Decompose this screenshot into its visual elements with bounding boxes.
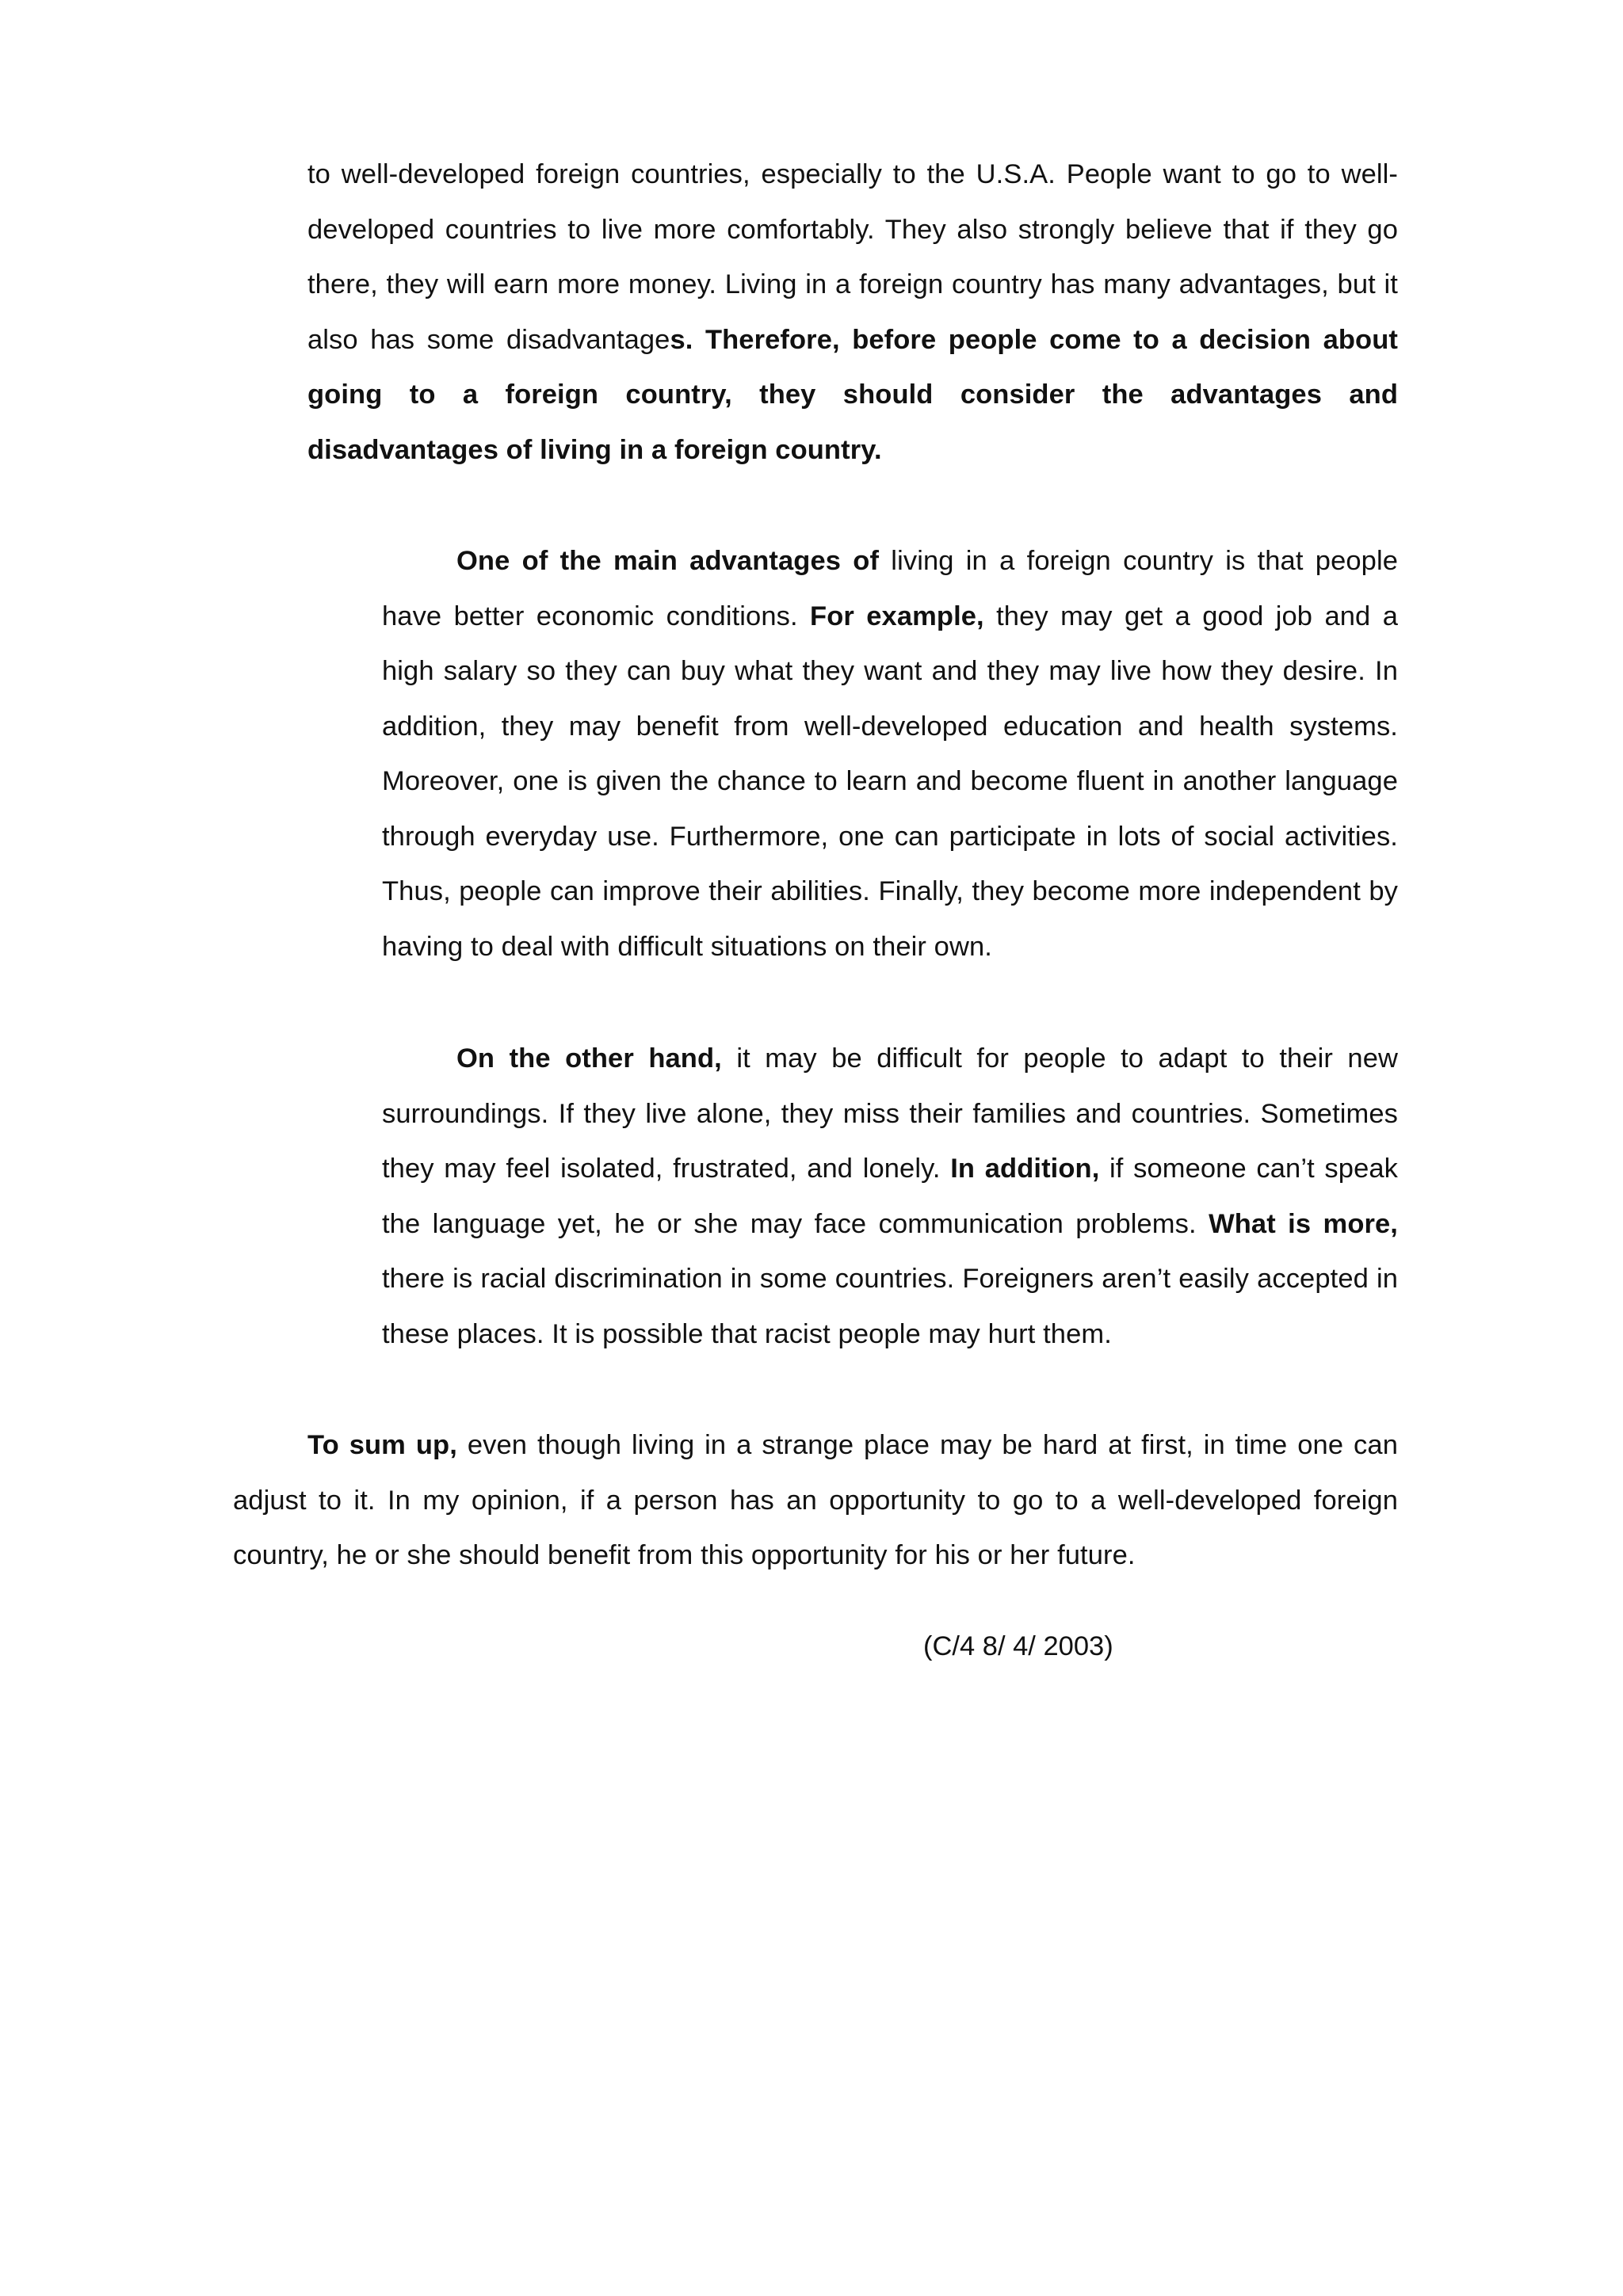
addition-transition: In addition,: [950, 1154, 1100, 1184]
advantages-text-1: living in a foreign country is that people have better economic conditions.: [382, 546, 1398, 631]
advantages-text-2: they may get a good job and a high salary so they can buy what they want and they may live how they desire. In addition, they may benefit from well-developed education and health systems. Moreover, one is given the chance to learn and become fluent in another language through everyday use. Furthermore, one can participate in lots of social activities. Thus, people can improve their abilities. Finally, they become more independent by having to deal with difficult situations on their own.: [382, 601, 1398, 962]
conclusion-transition: To sum up,: [307, 1430, 457, 1460]
conclusion-text: even though living in a strange place may be hard at first, in time one can adjust to it. In my opinion, if a person has an opportunity to go to a well-developed foreign country, he or she should benefit from this opportunity for his or her future.: [233, 1430, 1398, 1570]
citation-reference: (C/4 8/ 4/ 2003): [923, 1631, 1113, 1661]
thesis-statement: s. Therefore, before people come to a decision about going to a foreign country, they should consider the advantages and disadvantages of living in a foreign country.: [307, 324, 1398, 465]
disadvantages-text-1: it may be difficult for people to adapt to their new surroundings. If they live alone, they miss their families and countries. Sometimes they may feel isolated, frustrated, and lonely.: [382, 1043, 1398, 1184]
intro-paragraph: [307, 147, 1398, 478]
disadvantages-text-2: if someone can’t speak the language yet, he or she may face communication problems.: [382, 1154, 1398, 1239]
conclusion-paragraph: [233, 1418, 1398, 1584]
disadvantages-topic-phrase: On the other hand,: [456, 1043, 722, 1074]
advantages-paragraph: [382, 534, 1398, 974]
example-transition: For example,: [810, 601, 984, 631]
disadvantages-paragraph: [382, 1032, 1398, 1362]
disadvantages-text-3: there is racial discrimination in some countries. Foreigners aren’t easily accepted in these places. It is possible that racist people may hurt them.: [382, 1264, 1398, 1349]
what-is-more-transition: What is more,: [1209, 1208, 1398, 1239]
advantages-topic-phrase: One of the main advantages of: [456, 546, 880, 576]
intro-text: to well-developed foreign countries, especially to the U.S.A. People want to go to well-developed countries to live more comfortably. They also strongly believe that if they go there, they will earn more money. Living in a foreign country has many advantages, but it also has some disadvantage: [307, 159, 1398, 355]
